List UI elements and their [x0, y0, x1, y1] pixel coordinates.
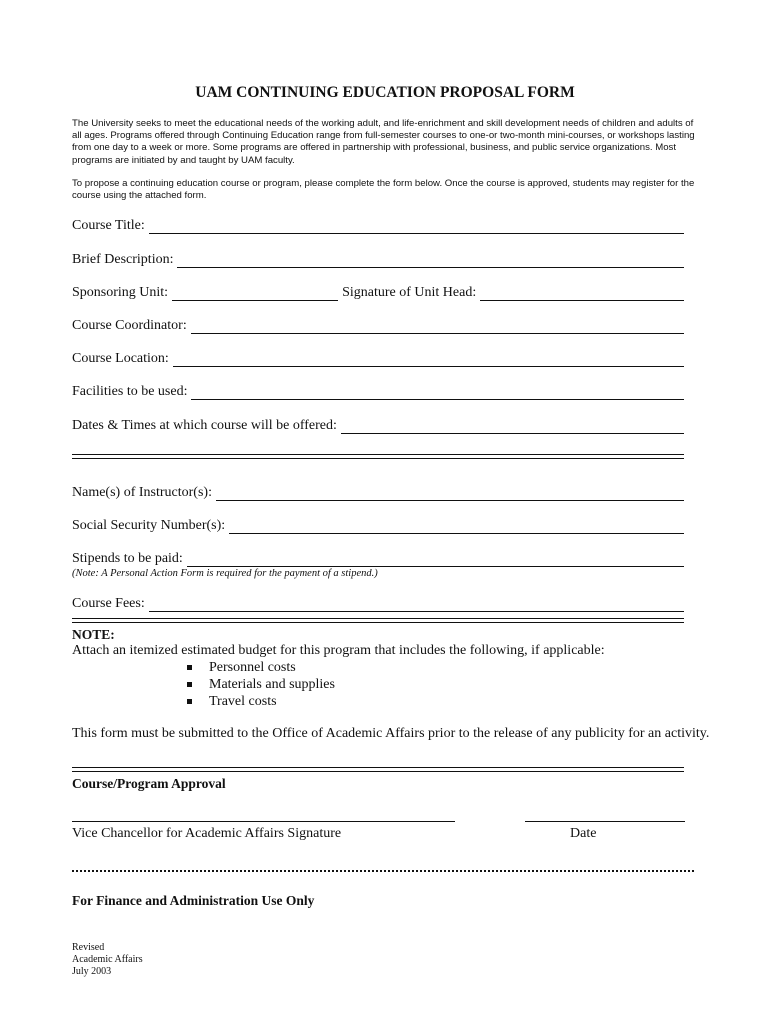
- approval-date-label: Date: [570, 826, 597, 841]
- course-coordinator-field: [72, 314, 684, 334]
- course-fees-input[interactable]: [149, 597, 684, 612]
- instructors-input[interactable]: [216, 486, 684, 501]
- dates-times-input[interactable]: [341, 419, 684, 434]
- sponsoring-unit-row: [72, 281, 684, 301]
- course-coordinator-label: Course Coordinator:: [72, 318, 187, 333]
- approval-date-line[interactable]: [525, 821, 685, 822]
- sponsoring-unit-input[interactable]: [172, 286, 338, 301]
- note-text: Attach an itemized estimated budget for this program that includes the following, if applicable:: [72, 643, 605, 658]
- stipends-label: Stipends to be paid:: [72, 551, 183, 566]
- brief-description-input[interactable]: [177, 253, 684, 268]
- dates-times-label: Dates & Times at which course will be offered:: [72, 418, 337, 433]
- brief-description-field: [72, 248, 684, 268]
- instructors-label: Name(s) of Instructor(s):: [72, 485, 212, 500]
- course-location-field: [72, 347, 684, 367]
- sponsoring-unit-label: Sponsoring Unit:: [72, 285, 169, 300]
- dotted-divider: [72, 870, 694, 872]
- page-title: UAM CONTINUING EDUCATION PROPOSAL FORM: [195, 84, 575, 101]
- stipends-input[interactable]: [187, 552, 684, 567]
- course-fees-label: Course Fees:: [72, 596, 145, 611]
- ssn-input[interactable]: [229, 519, 684, 534]
- bullet-icon: [187, 699, 192, 704]
- course-fees-field: [72, 592, 684, 612]
- section-divider: [72, 618, 684, 623]
- course-title-label: Course Title:: [72, 218, 145, 233]
- facilities-label: Facilities to be used:: [72, 384, 188, 399]
- list-item: Travel costs: [186, 693, 335, 710]
- intro-paragraph: The University seeks to meet the educational needs of the working adult, and life-enrichment and skill development needs of children and adults of all ages. Programs offered through Continuing Education range from full-semester courses to one-or two-month mini-courses, or workshops lasting from one day to a week or more. Some programs are offered in partnership with professional, business, and public service organizations. Most programs are initiated by and taught by UAM faculty.: [72, 118, 695, 166]
- unit-head-signature-label: Signature of Unit Head:: [342, 285, 477, 300]
- course-title-field: [72, 214, 684, 234]
- note-heading: NOTE:: [72, 627, 115, 642]
- instructions-paragraph: To propose a continuing education course or program, please complete the form below. Once the course is approved, students may register for the course using the attached form.: [72, 178, 695, 202]
- budget-items-list: [186, 659, 335, 710]
- unit-head-signature-input[interactable]: [480, 286, 684, 301]
- stipends-field: [72, 547, 684, 567]
- facilities-field: [72, 380, 684, 400]
- course-location-label: Course Location:: [72, 351, 169, 366]
- footer-line: Academic Affairs: [72, 954, 143, 965]
- instructors-field: [72, 481, 684, 501]
- list-item: Personnel costs: [186, 659, 335, 676]
- submission-notice: This form must be submitted to the Office of Academic Affairs prior to the release of any publicity for an activity.: [72, 726, 710, 741]
- ssn-field: [72, 514, 684, 534]
- revision-footer: [72, 942, 143, 978]
- finance-heading: For Finance and Administration Use Only: [72, 893, 315, 908]
- facilities-input[interactable]: [191, 385, 684, 400]
- bullet-icon: [187, 682, 192, 687]
- section-divider: [72, 767, 684, 772]
- course-location-input[interactable]: [173, 352, 684, 367]
- bullet-icon: [187, 665, 192, 670]
- approval-signature-line[interactable]: [72, 821, 455, 822]
- ssn-label: Social Security Number(s):: [72, 518, 226, 533]
- course-coordinator-input[interactable]: [191, 319, 684, 334]
- footer-line: July 2003: [72, 966, 112, 977]
- list-item: Materials and supplies: [186, 676, 335, 693]
- approval-heading: Course/Program Approval: [72, 776, 226, 791]
- brief-description-label: Brief Description:: [72, 252, 174, 267]
- course-title-input[interactable]: [149, 219, 684, 234]
- stipend-note: (Note: A Personal Action Form is required for the payment of a stipend.): [72, 568, 378, 579]
- section-divider: [72, 454, 684, 459]
- footer-line: Revised: [72, 942, 105, 953]
- approval-signature-label: Vice Chancellor for Academic Affairs Signature: [72, 826, 342, 841]
- dates-times-field: [72, 414, 684, 434]
